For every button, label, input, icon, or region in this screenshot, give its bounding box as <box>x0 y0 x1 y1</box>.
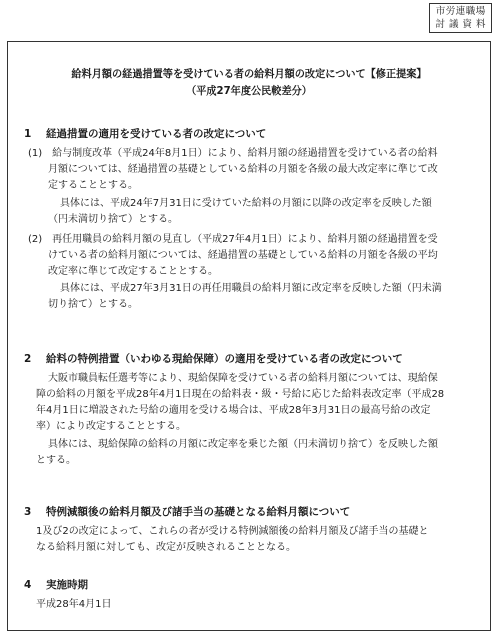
section-1-line: 月額については、経過措置の基礎としている給料の月額を各級の最大改定率に準じて改 <box>48 164 438 175</box>
section-heading-text: 実施時期 <box>46 579 88 591</box>
stamp-line-1: 市労連職場 <box>435 6 486 17</box>
section-1-line: 切り捨て）とする。 <box>48 299 138 310</box>
section-1-line: （円未満切り捨て）とする。 <box>48 214 178 225</box>
section-1-line: (1) 給与制度改革（平成24年8月1日）により、給料月額の経過措置を受けている者の給料 <box>28 148 438 159</box>
section-1-line: 具体には、平成27年3月31日の再任用職員の給料月額に改定率を反映した額（円未満 <box>60 283 442 294</box>
section-number: 4 <box>24 579 32 591</box>
section-3-heading <box>24 504 350 519</box>
section-4-line: 平成28年4月1日 <box>36 599 112 610</box>
section-1-line: 改定率に準じて改定することとする。 <box>48 266 218 277</box>
section-2-line: 障の給料の月額を平成28年4月1日現在の給料表・級・号給に応じた給料表改定率（平成28 <box>36 389 445 400</box>
section-2-line: とする。 <box>36 455 76 466</box>
section-1-line: けている者の給料月額については、経過措置の基礎としている給料の月額を各級の平均 <box>48 250 438 261</box>
section-2-heading <box>24 351 403 366</box>
section-heading-text: 特例減額後の給料月額及び諸手当の基礎となる給料月額について <box>46 506 351 518</box>
section-heading-text: 経過措置の適用を受けている者の改定について <box>46 128 267 140</box>
section-3-line: なる給料月額に対しても、改定が反映されることとなる。 <box>36 542 296 553</box>
section-3-line: 1及び2の改定によって、これらの者が受ける特例減額後の給料月額及び諸手当の基礎と <box>36 526 429 537</box>
section-2-line: 率）により改定することとする。 <box>36 421 186 432</box>
section-1-heading <box>24 126 266 141</box>
section-1-line: (2) 再任用職員の給料月額の見直し（平成27年4月1日）により、給料月額の経過措置を受 <box>28 234 438 245</box>
section-2-line: 年4月1日に増設された号給の適用を受ける場合は、平成28年3月31日の最高号給の改定 <box>36 405 431 416</box>
stamp-line-2: 討 議 資 料 <box>435 19 486 30</box>
document-frame <box>7 41 491 631</box>
section-heading-text: 給料の特例措置（いわゆる現給保障）の適用を受けている者の改定について <box>46 353 403 365</box>
section-2-line: 具体には、現給保障の給料の月額に改定率を乗じた額（円未満切り捨て）を反映した額 <box>48 439 438 450</box>
discussion-material-stamp <box>429 3 492 33</box>
section-number: 3 <box>24 506 32 518</box>
section-number: 1 <box>24 128 32 140</box>
section-4-heading <box>24 577 88 592</box>
section-number: 2 <box>24 353 32 365</box>
section-1-line: 定することとする。 <box>48 180 138 191</box>
section-1-line: 具体には、平成24年7月31日に受けていた給料の月額に以降の改定率を反映した額 <box>60 198 432 209</box>
section-2-line: 大阪市職員転任選考等により、現給保障を受けている者の給料月額については、現給保 <box>48 373 438 384</box>
document-title: 給料月額の経過措置等を受けている者の給料月額の改定について【修正提案】 <box>71 68 427 80</box>
document-subtitle: （平成27年度公民較差分） <box>186 85 312 97</box>
